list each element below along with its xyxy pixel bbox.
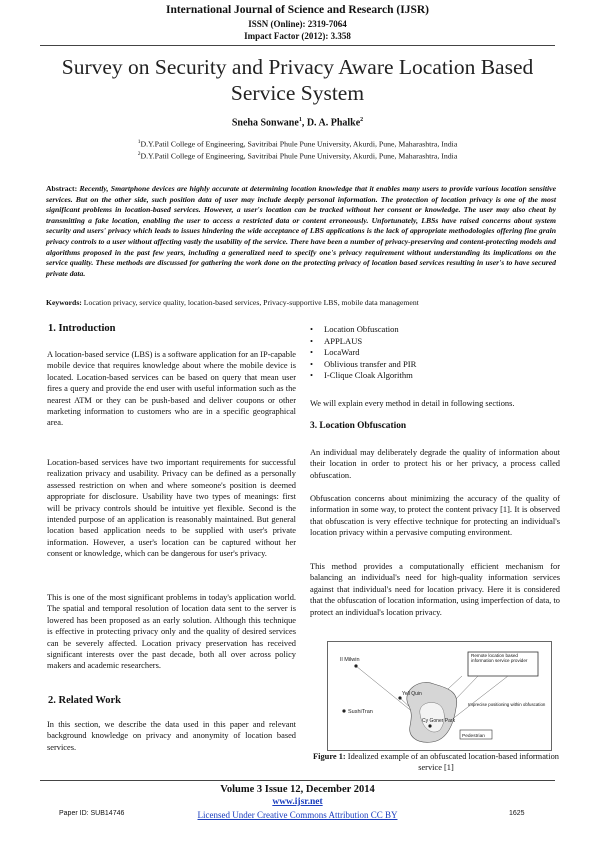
keywords-text: Location privacy, service quality, location-based services, Privacy-supportive LBS, mobile data management — [83, 298, 419, 307]
obfuscation-paragraph-2: Obfuscation concerns about minimizing the accuracy of the quality of information in some way, to protect the content privacy [1]. It is observed that obfuscation is very effective technique for protecting an individual's location privacy within a pervasive computing environment. — [310, 494, 560, 538]
section-heading-related-work: 2. Related Work — [48, 695, 122, 706]
figure-caption — [310, 751, 562, 773]
list-item: • LocaWard — [310, 347, 560, 359]
section-heading-introduction: 1. Introduction — [48, 323, 116, 334]
list-item: • Location Obfuscation — [310, 324, 560, 336]
obfuscation-diagram — [328, 642, 551, 750]
abstract — [46, 184, 556, 279]
affiliation-2-text: D.Y.Patil College of Engineering, Savitribai Phule Pune University, Akurdi, Pune, Maharashtra, India — [140, 151, 458, 161]
header-rule — [40, 45, 555, 46]
caption-label: Figure 1: — [313, 752, 346, 761]
list-item: • Oblivious transfer and PIR — [310, 359, 560, 371]
note-label-wrap — [468, 702, 546, 724]
location-marker — [354, 664, 357, 667]
caption-text: Idealized example of an obfuscated location-based information service [1] — [347, 752, 559, 772]
intro-paragraph-2: Location-based services have two important requirements for successful realization privacy and usability. Privacy can be defined as a personally assessed restriction on when and where someone's position is deemed appropriate for disclosure. Usability have two types of meanings: first will be privacy controls should be intuitive yet flexible. Second is the intended purpose of an application is reasonably maintained. But general location based application needs to be supplied with user's private information. However, a user's location can be captured without her consent or knowledge, which can be dangerous for user's privacy. — [47, 458, 296, 559]
note-label: Imprecise positioning within obfuscation — [468, 702, 546, 707]
remote-service-label: Remote location based information service provider — [471, 653, 528, 664]
affiliation-1 — [0, 139, 595, 149]
abstract-text: Recently, Smartphone devices are highly accurate at determining location knowledge that it enables many users to provide various location sensitive services. But on the other side, such position data of user may include deeply personal information. The protection of location privacy is one of the most significant problems in location-based services. However, a user's location can be tracked without her consent or knowledge. The user may also cheat by transmitting a fake location, enabling the user to access a restricted data or content erroneously. Unfortunately, LBSs have raised concerns about system security and users' privacy which leads to issues hindering the wide acceptance of LBS applications is the lack of appropriate methodologies offering fine grain privacy controls to a user without affecting vastly the usability of the service. There have been a number of privacy-preserving and content-protecting models and algorithms proposed in the past few years, including a generalized need to specify one's privacy requirement without understanding its implications on the service quality. These methods are discussed for gathering the work done on the protecting privacy of location based services resulting in user's to have secured private data. — [46, 184, 556, 278]
location-marker — [342, 709, 345, 712]
journal-name: International Journal of Science and Research (IJSR) — [165, 4, 429, 16]
obfuscation-paragraph-3: This method provides a computationally efficient mechanism for balancing an individual's need for high-quality information services against that individual's need for location privacy. Here it is considered that the obfuscation of location information, using imperfection of data, to protect an individual's location privacy. — [310, 562, 560, 617]
author-2: D. A. Phalke — [306, 117, 361, 129]
methods-list — [310, 324, 560, 382]
obfuscation-paragraph-1: An individual may deliberately degrade the quality of information about their location in order to protect his or her privacy, a process called obfuscation. — [310, 448, 560, 480]
footer-rule — [40, 780, 555, 781]
node-label-e: Pedestrian — [462, 734, 485, 739]
node-label-c: SushiTran — [348, 709, 373, 715]
location-marker — [428, 724, 431, 727]
author-separator: , — [301, 117, 307, 129]
issn: ISSN (Online): 2319-7064 — [248, 19, 347, 29]
related-paragraph-1: In this section, we describe the data used in this paper and relevant background knowledge on privacy and anonymity of location based services. — [47, 720, 296, 752]
intro-paragraph-3: This is one of the most significant problems in today's application world. The spatial and temporal resolution of location data sent to the server is lowered has been proposed as an early solution. Although this technique is effective in protecting privacy only and the quality of desired services can be severely affected. Location privacy preservation has received significant interests over the past decade, both all over across policy makers and academic researchers. — [47, 593, 296, 671]
author-1-sup: 1 — [298, 117, 302, 123]
section-heading-location-obfuscation: 3. Location Obfuscation — [310, 421, 407, 431]
footer-page-number: 1625 — [509, 810, 525, 817]
author-1: Sneha Sonwane — [231, 117, 299, 129]
affiliation-1-text: D.Y.Patil College of Engineering, Savitribai Phule Pune University, Akurdi, Pune, Maharashtra, India — [140, 139, 458, 149]
keywords — [46, 298, 556, 307]
footer-license-link[interactable]: Licensed Under Creative Commons Attribution CC BY — [197, 810, 398, 820]
footer-site-link[interactable]: www.ijsr.net — [272, 797, 323, 807]
impact-factor: Impact Factor (2012): 3.358 — [244, 31, 351, 41]
node-label-d: Cy Goner Park — [422, 718, 456, 724]
footer-volume: Volume 3 Issue 12, December 2014 — [220, 784, 375, 795]
list-item: • APPLAUS — [310, 336, 560, 348]
affiliation-2-sup: 2 — [137, 151, 141, 157]
figure-1 — [327, 641, 552, 751]
affiliation-2 — [0, 151, 595, 161]
node-label-b: Yell Quin — [402, 691, 422, 697]
abstract-label: Abstract: — [46, 184, 78, 193]
author-2-sup: 2 — [360, 117, 364, 123]
methods-intro: We will explain every method in detail in following sections. — [310, 399, 515, 408]
remote-service-label-wrap — [469, 652, 537, 676]
affiliation-1-sup: 1 — [137, 139, 141, 145]
paper-title: Survey on Security and Privacy Aware Location Based Service System — [61, 55, 534, 105]
footer-paper-id: Paper ID: SUB14746 — [59, 810, 125, 817]
list-item: • I-Clique Cloak Algorithm — [310, 370, 560, 382]
intro-paragraph-1: A location-based service (LBS) is a software application for an IP-capable mobile device that requires knowledge about where the mobile device is located. Location-based services can be based on query that mean user fires a query and provide the end user with useful information such as the nearest ATM or they can be push-based and deliver coupons or other marketing information to customers who are in a specific geographical area. — [47, 350, 296, 428]
node-label-a: Il Milwin — [340, 657, 360, 663]
authors — [0, 117, 595, 128]
keywords-label: Keywords: — [46, 298, 82, 307]
